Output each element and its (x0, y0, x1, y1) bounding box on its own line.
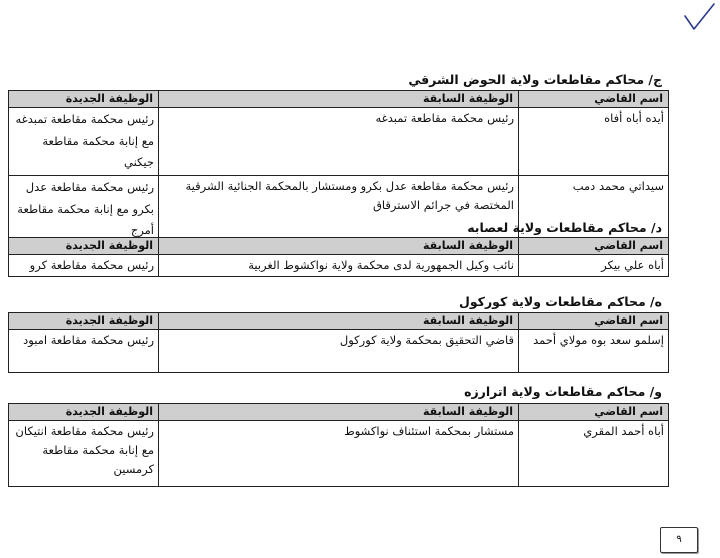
table-header-row (9, 313, 669, 330)
table-row (9, 330, 669, 373)
table-gorgol (8, 312, 669, 373)
table-row (9, 421, 669, 487)
cell-judge: سيداتي محمد دمب (519, 176, 669, 244)
cell-previous: رئيس محكمة مقاطعة عدل بكرو ومستشار بالمحكمة الجنائية الشرقية المختصة في جرائم الاسترقاق (159, 176, 519, 244)
cell-new: رئيس محكمة مقاطعة تمبدغه مع إنابة محكمة مقاطعة جيكني (9, 108, 159, 176)
cell-previous: قاضي التحقيق بمحكمة ولاية كوركول (159, 330, 519, 373)
header-judge: اسم القاضي (519, 404, 669, 421)
cell-judge: إسلمو سعد بوه مولاي أحمد (519, 330, 669, 373)
header-judge: اسم القاضي (519, 91, 669, 108)
cell-previous: نائب وكيل الجمهورية لدى محكمة ولاية نواكشوط الغربية (159, 255, 519, 277)
header-previous: الوظيفة السابقة (159, 404, 519, 421)
header-new: الوظيفة الجديدة (9, 91, 159, 108)
cell-judge: أباه علي بيكر (519, 255, 669, 277)
header-previous: الوظيفة السابقة (159, 313, 519, 330)
table-row (9, 108, 669, 176)
header-previous: الوظيفة السابقة (159, 238, 519, 255)
page-number: ٩ (660, 527, 698, 553)
cell-judge: أباه أحمد المقري (519, 421, 669, 487)
header-judge: اسم القاضي (519, 313, 669, 330)
section-title-assaba: د/ محاكم مقاطعات ولاية لعصابه (467, 220, 662, 235)
table-header-row (9, 238, 669, 255)
table-header-row (9, 404, 669, 421)
header-new: الوظيفة الجديدة (9, 238, 159, 255)
cell-judge: أيده أباه أفاه (519, 108, 669, 176)
cell-new: رئيس محكمة مقاطعة امبود (9, 330, 159, 373)
header-new: الوظيفة الجديدة (9, 404, 159, 421)
section-title-trarza: و/ محاكم مقاطعات ولاية اترارزه (464, 384, 662, 399)
cell-previous: رئيس محكمة مقاطعة تمبدغه (159, 108, 519, 176)
table-row (9, 255, 669, 277)
table-trarza (8, 403, 669, 487)
header-new: الوظيفة الجديدة (9, 313, 159, 330)
cell-new: رئيس محكمة مقاطعة انتيكان مع إنابة محكمة مقاطعة كرمسين (9, 421, 159, 487)
cell-new: رئيس محكمة مقاطعة عدل بكرو مع إنابة محكمة مقاطعة أمرج (9, 176, 159, 244)
cell-previous: مستشار بمحكمة استئناف نواكشوط (159, 421, 519, 487)
cell-new: رئيس محكمة مقاطعة كرو (9, 255, 159, 277)
header-judge: اسم القاضي (519, 238, 669, 255)
header-previous: الوظيفة السابقة (159, 91, 519, 108)
section-title-gorgol: ه/ محاكم مقاطعات ولاية كوركول (459, 294, 662, 309)
section-title-hodh-charghi: ج/ محاكم مقاطعات ولاية الحوض الشرقي (408, 72, 662, 87)
table-header-row (9, 91, 669, 108)
checkmark-icon (682, 2, 716, 36)
table-assaba (8, 237, 669, 277)
